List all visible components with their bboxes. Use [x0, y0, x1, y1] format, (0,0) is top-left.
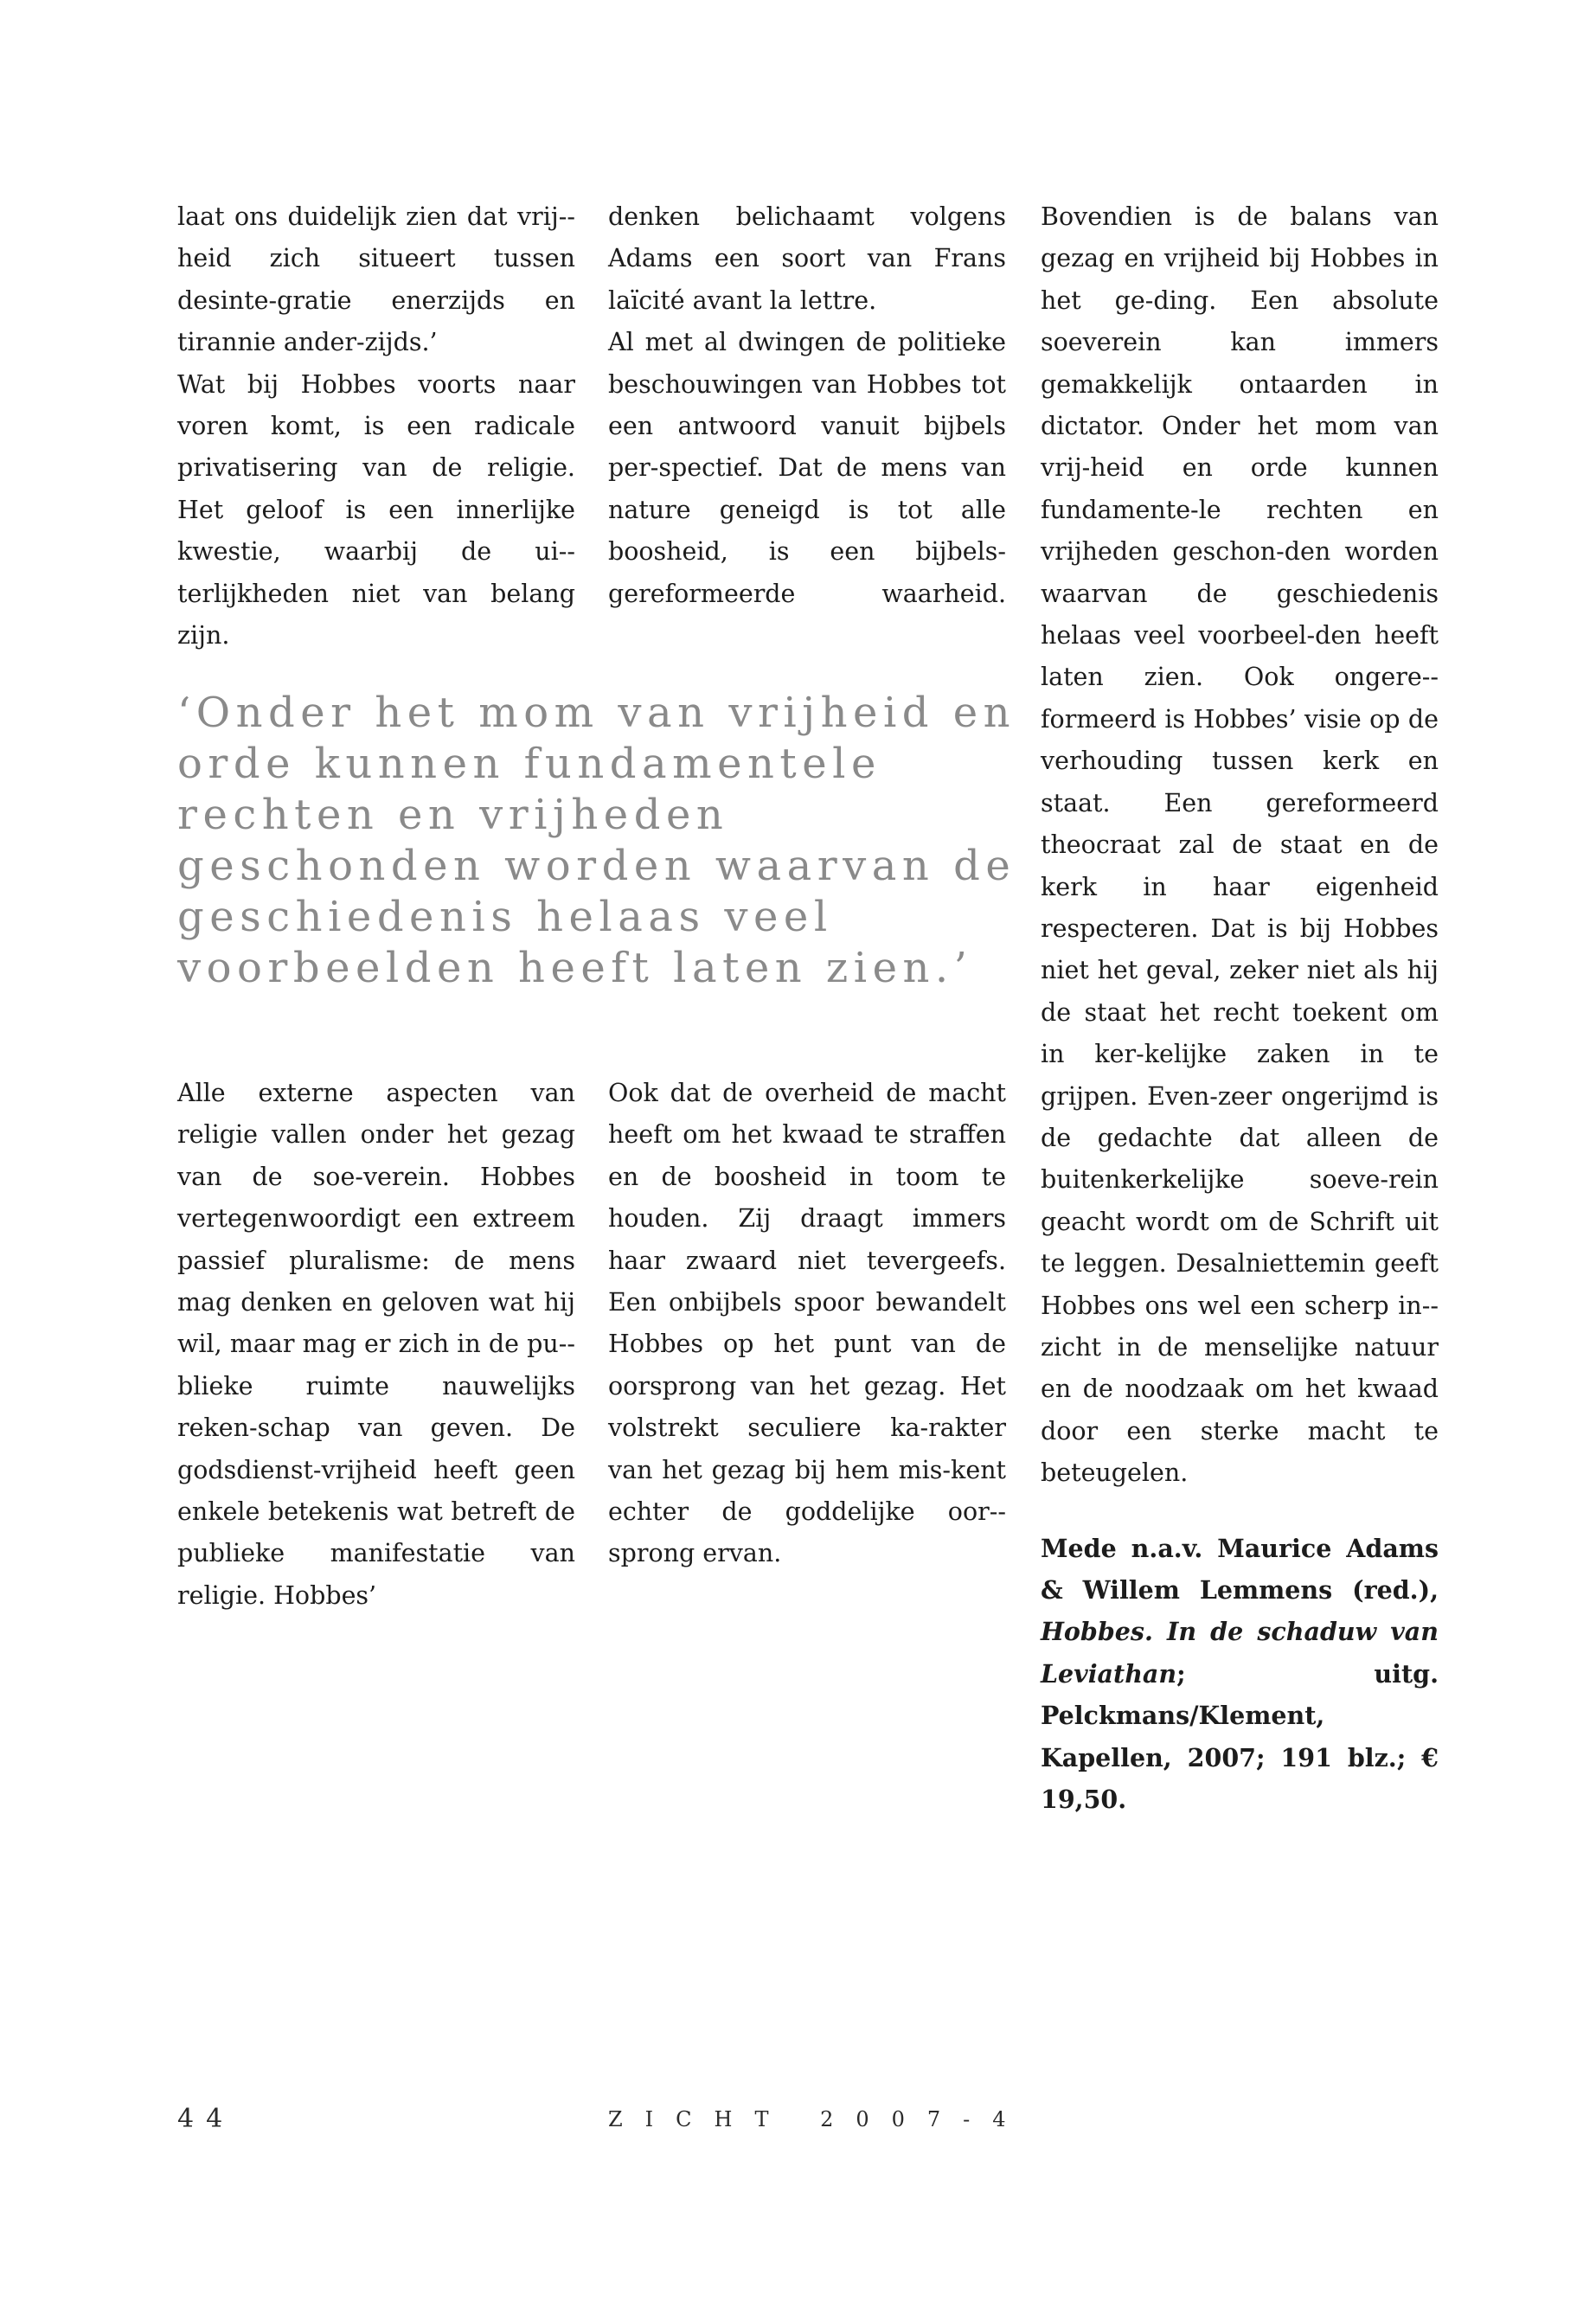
paragraph: Ook dat de overheid de macht heeft om het kwaad te straffen en de boosheid in toom te houden. Zij draagt immers haar zwaard niet tevergeefs. Een onbijbels spoor bewandelt Hobbes op het punt van de oorsprong van het gezag. Het volstrekt seculiere ka-rakter van het gezag bij hem mis-kent echter de goddelijke oor-sprong ervan. [608, 1079, 1006, 1568]
column-3 [1041, 196, 1439, 1820]
magazine-issue: ZICHT 2007-4 [608, 2107, 1029, 2131]
source-title: Hobbes. In de schaduw van Leviathan [1041, 1617, 1439, 1689]
column-1-bottom [177, 1073, 575, 1617]
column-1-top [177, 196, 575, 657]
paragraph: denken belichaamt volgens Adams een soort van Frans laïcité avant la lettre. [608, 202, 1006, 315]
column-2-top [608, 196, 1006, 615]
source-prefix: Mede n.a.v. Maurice Adams & Willem Lemmens (red.), [1041, 1533, 1439, 1605]
column-2-bottom [608, 1073, 1006, 1575]
paragraph: laat ons duidelijk zien dat vrij-heid zich situeert tussen desinte-gratie enerzijds en tirannie ander-zijds.’ [177, 202, 575, 357]
source-suffix: ; uitg. Pelckmans/Klement, Kapellen, 2007; 191 blz.; € 19,50. [1041, 1658, 1439, 1815]
paragraph: Alle externe aspecten van religie vallen onder het gezag van de soe-verein. Hobbes vertegenwoordigt een extreem passief pluralisme: de mens mag denken en geloven wat hij wil, maar mag er zich in de pu-blieke ruimte nauwelijks reken-schap van geven. De godsdienst-vrijheid heeft geen enkele betekenis wat betreft de publieke manifestatie van religie. Hobbes’ [177, 1079, 575, 1610]
book-source [1041, 1528, 1439, 1821]
paragraph: Bovendien is de balans van gezag en vrijheid bij Hobbes in het ge-ding. Een absolute soeverein kan immers gemakkelijk ontaarden in dictator. Onder het mom van vrij-heid en orde kunnen fundamente-le rechten en vrijheden geschon-den worden waarvan de geschiedenis helaas veel voorbeel-den heeft laten zien. Ook ongere-formeerd is Hobbes’ visie op de verhouding tussen kerk en staat. Een gereformeerd theocraat zal de staat en de kerk in haar eigenheid respecteren. Dat is bij Hobbes niet het geval, zeker niet als hij de staat het recht toekent om in ker-kelijke zaken in te grijpen. Even-zeer ongerijmd is de gedachte dat alleen de buitenkerkelijke soeve-rein geacht wordt om de Schrift uit te leggen. Desalniettemin geeft Hobbes ons wel een scherp in-zicht in de menselijke natuur en de noodzaak om het kwaad door een sterke macht te beteugelen. [1041, 202, 1439, 1488]
paragraph: Wat bij Hobbes voorts naar voren komt, is een radicale privatisering van de religie. Het geloof is een innerlijke kwestie, waarbij de ui-terlijkheden niet van belang zijn. [177, 369, 575, 651]
paragraph: Al met al dwingen de politieke beschouwingen van Hobbes tot een antwoord vanuit bijbels per-spectief. Dat de mens van nature geneigd is tot alle boosheid, is een bijbels-gereformeerde waarheid. [608, 328, 1006, 608]
page-number: 44 [177, 2104, 235, 2134]
pull-quote: ‘Onder het mom van vrijheid en orde kunnen fundamentele rechten en vrijheden geschonden worden waarvan de geschiedenis helaas veel voorbeelden heeft laten zien.’ [177, 689, 1016, 992]
